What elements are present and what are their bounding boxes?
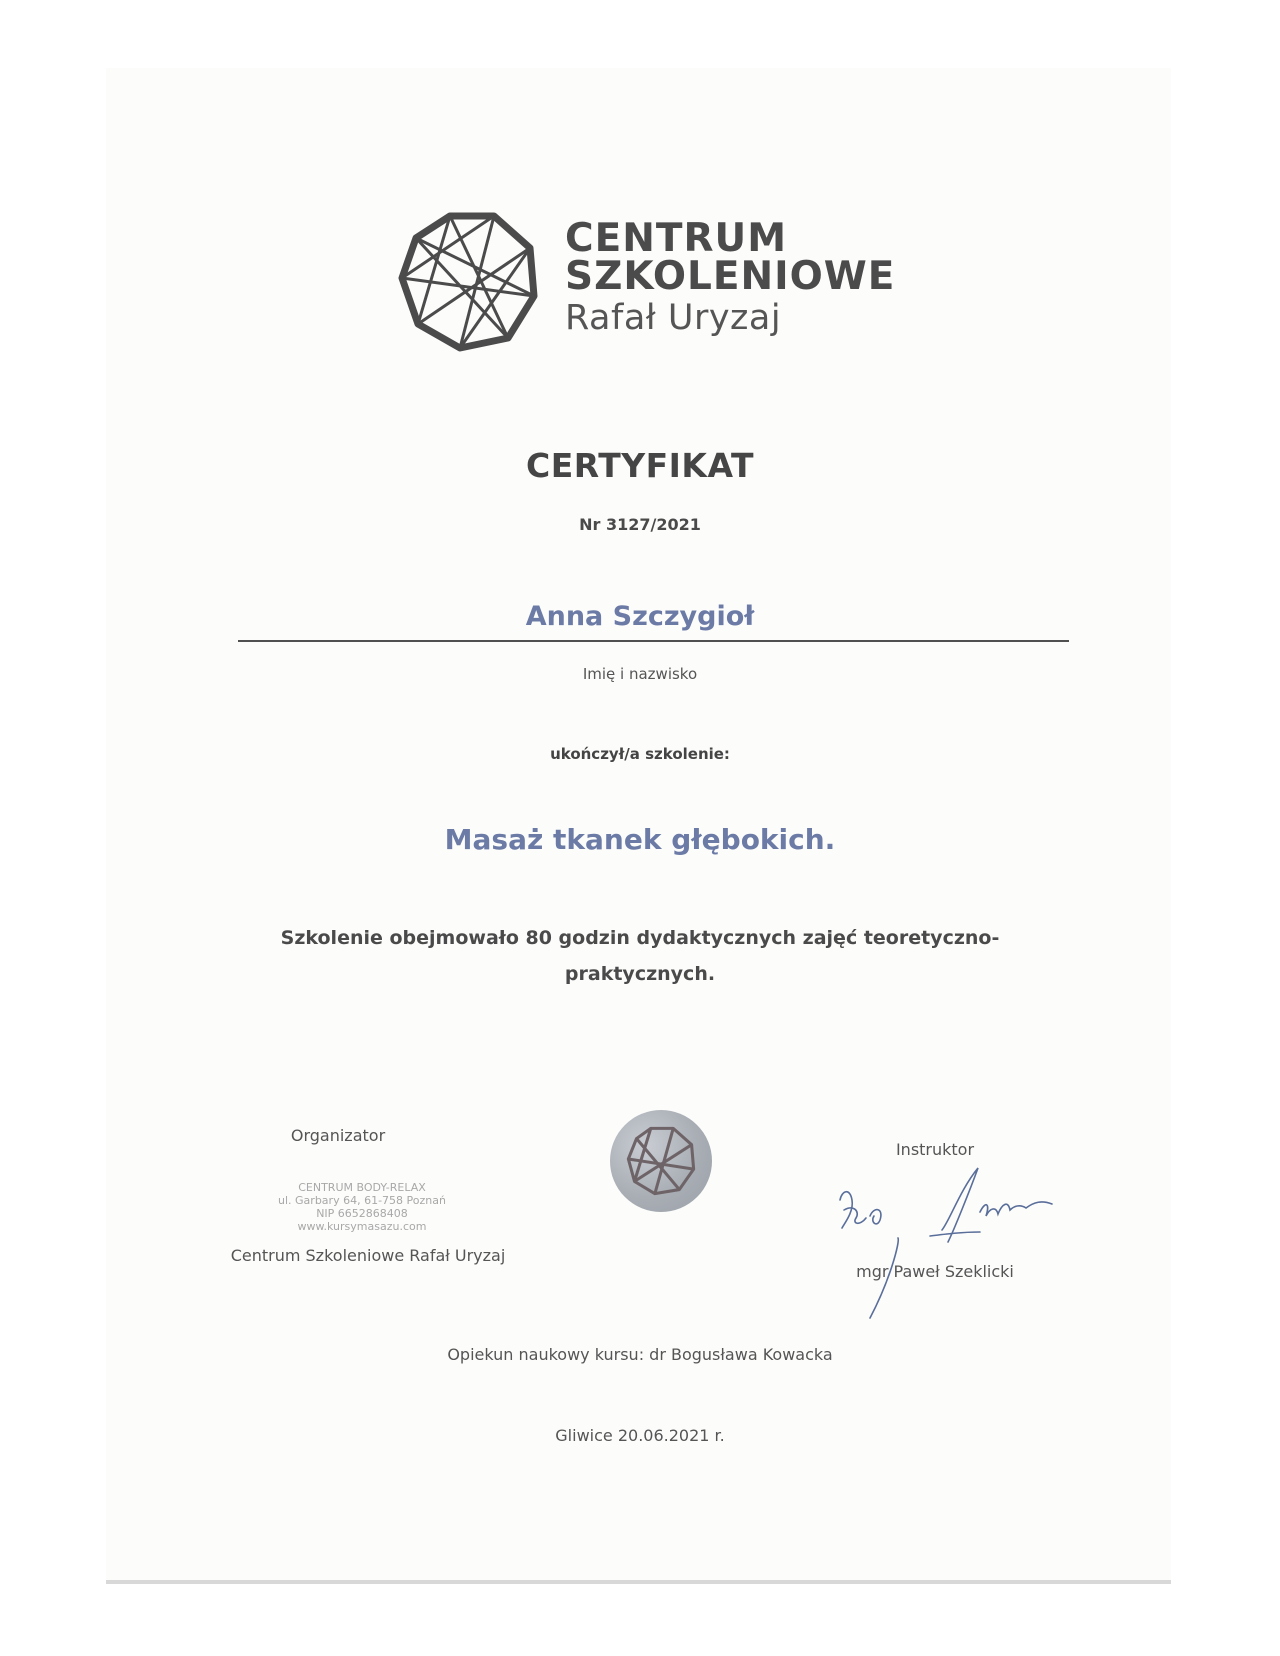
stamp-line: ul. Garbary 64, 61-758 Poznań	[278, 1194, 446, 1207]
logo-line-owner: Rafał Uryzaj	[565, 298, 782, 338]
name-underline	[238, 640, 1069, 642]
instructor-heading: Instruktor	[895, 1140, 975, 1159]
logo-line-centrum: CENTRUM	[565, 216, 788, 261]
seal-logo-icon	[610, 1110, 712, 1212]
course-name: Masaż tkanek głębokich.	[444, 823, 836, 856]
instructor-name: mgr Paweł Szeklicki	[856, 1262, 1014, 1281]
course-description-line2: praktycznych.	[564, 963, 716, 985]
logo-wordmark	[565, 216, 896, 340]
stamp-line: www.kursymasazu.com	[297, 1220, 427, 1233]
stamp-line: NIP 6652868408	[316, 1207, 408, 1220]
scientific-supervisor: Opiekun naukowy kursu: dr Bogusława Kowacka	[447, 1345, 833, 1364]
hologram-seal	[610, 1110, 712, 1212]
name-caption: Imię i nazwisko	[582, 665, 698, 683]
course-description-line1: Szkolenie obejmowało 80 godzin dydaktycznych zajęć teoretyczno-	[280, 927, 1000, 949]
logo-octagon-icon	[398, 212, 538, 352]
instructor-signature-icon	[830, 1160, 1080, 1320]
certificate-title: CERTYFIKAT	[526, 446, 754, 485]
organizer-heading: Organizator	[290, 1126, 386, 1145]
logo-line-szkoleniowe: SZKOLENIOWE	[565, 254, 896, 299]
certificate-number: Nr 3127/2021	[579, 515, 701, 534]
place-and-date: Gliwice 20.06.2021 r.	[555, 1426, 725, 1445]
stamp-line: CENTRUM BODY-RELAX	[298, 1181, 426, 1194]
organizer-name: Centrum Szkoleniowe Rafał Uryzaj	[230, 1246, 506, 1265]
completed-label: ukończył/a szkolenie:	[550, 745, 730, 763]
page-edge	[106, 1580, 1171, 1584]
recipient-name: Anna Szczygioł	[525, 601, 755, 632]
organizer-stamp	[262, 1181, 462, 1233]
